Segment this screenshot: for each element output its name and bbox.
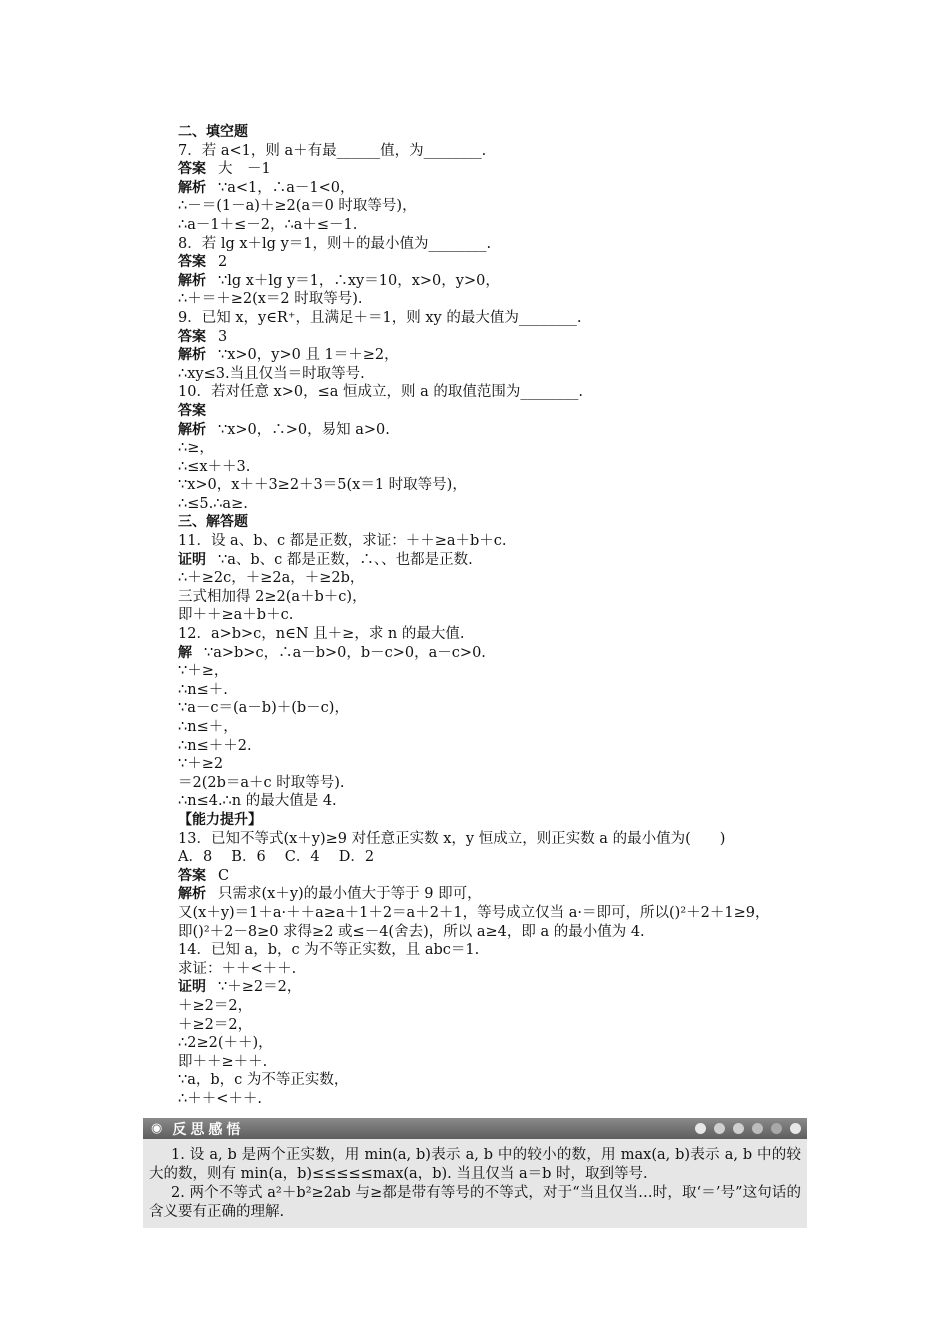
text-line <box>178 1016 808 1035</box>
line-text: 10．若对任意 x>0，≤a 恒成立，则 a 的取值范围为________. <box>178 384 583 401</box>
line-text: ∴xy≤3.当且仅当＝时取等号. <box>178 365 365 382</box>
line-text: ∴n≤＋. <box>178 681 228 698</box>
line-text: 又(x＋y)＝1＋a·＋＋a≥a＋1＋2＝a＋2＋1，等号成立仅当 a·＝即可，所以()²＋2＋1≥9， <box>178 904 770 921</box>
text-line <box>178 1053 808 1072</box>
label-bold: 解 <box>178 644 192 661</box>
line-text: 即＋＋≥a＋b＋c. <box>178 607 294 624</box>
line-text: 9．已知 x，y∈R⁺，且满足＋＝1，则 xy 的最大值为________. <box>178 309 582 326</box>
line-text: A．8 B．6 C．4 D．2 <box>178 849 375 866</box>
text-line <box>178 458 808 477</box>
line-text: ∴≤5.∴a≥. <box>178 495 248 512</box>
text-line <box>178 476 808 495</box>
label-bold: 证明 <box>178 979 206 996</box>
text-line <box>178 699 808 718</box>
line-text: 即＋＋≥＋＋. <box>178 1053 268 1070</box>
line-text: 7．若 a<1，则 a＋有最______值，为________. <box>178 142 487 159</box>
target-bullet-icon: ◉ <box>151 1121 163 1136</box>
label-bold: 【能力提升】 <box>178 811 262 828</box>
text-line <box>178 272 808 291</box>
line-text: ＋≥2＝2， <box>178 1016 253 1033</box>
label-bold: 解析 <box>178 347 206 364</box>
line-text: ∴n≤＋， <box>178 719 238 735</box>
text-line <box>178 532 808 551</box>
line-text: ∵a－c＝(a－b)＋(b－c)， <box>178 700 349 717</box>
main-content <box>178 123 808 1108</box>
text-line <box>178 1034 808 1053</box>
text-line <box>178 792 808 811</box>
text-line <box>178 1071 808 1090</box>
text-line <box>178 644 808 663</box>
text-line <box>178 867 808 886</box>
line-text: ∵a<1，∴a－1<0， <box>218 179 355 196</box>
line-text: ∴－＝(1－a)＋≥2(a＝0 时取等号)， <box>178 198 417 215</box>
line-text: ∴＋＋<＋＋. <box>178 1090 262 1107</box>
text-line <box>178 179 808 198</box>
line-text: 13．已知不等式(x＋y)≥9 对任意正实数 x，y 恒成立，则正实数 a 的最小值为( ) <box>178 830 726 847</box>
line-text: ∵a>b>c，∴a－b>0，b－c>0，a－c>0. <box>204 644 486 661</box>
text-line <box>178 216 808 235</box>
text-line <box>178 681 808 700</box>
label-bold: 答案 <box>178 328 206 345</box>
line-text: ∵＋≥2 <box>178 756 224 773</box>
reflection-paragraph-2: 2. 两个不等式 a²＋b²≥2ab 与≥都是带有等号的不等式，对于“当且仅当…时，取‘＝’号”这句话的含义要有正确的理解. <box>149 1185 801 1220</box>
text-line <box>178 830 808 849</box>
text-line <box>178 290 808 309</box>
line-text: C <box>218 867 230 884</box>
line-text: ∴＋＝＋≥2(x＝2 时取等号). <box>178 291 363 308</box>
line-text: 8．若 lg x＋lg y＝1，则＋的最小值为________. <box>178 235 492 252</box>
line-text: 2 <box>218 254 228 271</box>
label-bold: 解析 <box>178 272 206 289</box>
text-line <box>178 383 808 402</box>
line-text: ∴n≤＋＋2. <box>178 737 252 754</box>
line-text: ∵a，b，c 为不等正实数， <box>178 1072 349 1089</box>
text-line <box>178 774 808 793</box>
text-line <box>178 737 808 756</box>
text-line <box>178 551 808 570</box>
text-line <box>178 1090 808 1109</box>
text-line <box>178 625 808 644</box>
line-text: ＋≥2＝2， <box>178 997 253 1014</box>
label-bold: 解析 <box>178 179 206 196</box>
label-bold: 答案 <box>178 161 206 178</box>
text-line <box>178 346 808 365</box>
text-line <box>178 495 808 514</box>
text-line <box>178 941 808 960</box>
label-bold: 三、解答题 <box>178 514 248 531</box>
decorative-dots-icon <box>695 1123 801 1134</box>
text-line <box>178 253 808 272</box>
text-line <box>178 235 808 254</box>
line-text: 14．已知 a，b，c 为不等正实数，且 abc＝1. <box>178 942 480 959</box>
text-line <box>178 960 808 979</box>
line-text: 11．设 a、b、c 都是正数，求证：＋＋≥a＋b＋c. <box>178 533 507 550</box>
label-bold: 二、填空题 <box>178 124 248 140</box>
text-line <box>178 662 808 681</box>
text-line <box>178 142 808 161</box>
text-line <box>178 365 808 384</box>
line-text: ∵a、b、c 都是正数，∴、、也都是正数. <box>218 551 473 568</box>
text-line <box>178 606 808 625</box>
line-text: ∵＋≥， <box>178 663 229 680</box>
line-text: ∵x>0，∴>0，易知 a>0. <box>218 421 390 438</box>
line-text: 即()²＋2－8≥0 求得≥2 或≤－4(舍去)，所以 a≥4，即 a 的最小值为 4. <box>178 923 645 940</box>
reflection-header <box>143 1118 807 1139</box>
text-line <box>178 513 808 532</box>
line-text: ∴＋≥2c，＋≥2a，＋≥2b， <box>178 570 365 587</box>
text-line <box>178 402 808 421</box>
line-text: 大 －1 <box>218 161 271 178</box>
label-bold: 解析 <box>178 886 206 903</box>
line-text: ＝2(2b＝a＋c 时取等号). <box>178 774 345 791</box>
text-line <box>178 885 808 904</box>
line-text: ∵x>0，x＋＋3≥2＋3＝5(x＝1 时取等号)， <box>178 477 467 494</box>
text-line <box>178 978 808 997</box>
label-bold: 答案 <box>178 254 206 271</box>
line-text: ∴a－1＋≤－2，∴a＋≤－1. <box>178 216 358 233</box>
label-bold: 答案 <box>178 867 206 884</box>
line-text: 三式相加得 2≥2(a＋b＋c)， <box>178 588 367 605</box>
line-text: 3 <box>218 328 228 345</box>
text-line <box>178 718 808 737</box>
text-line <box>178 811 808 830</box>
text-line <box>178 588 808 607</box>
line-text: 只需求(x＋y)的最小值大于等于 9 即可， <box>218 886 482 903</box>
line-text: ∴≤x＋＋3. <box>178 458 251 475</box>
text-line <box>178 997 808 1016</box>
label-bold: 解析 <box>178 421 206 438</box>
reflection-paragraph-1: 1. 设 a, b 是两个正实数，用 min(a, b)表示 a, b 中的较小的数，用 max(a, b)表示 a, b 中的较大的数，则有 min(a，b)≤≤≤≤≤max(a，b). 当且仅当 a＝b 时，取到等号. <box>149 1147 801 1182</box>
line-text: ∵lg x＋lg y＝1，∴xy＝10，x>0，y>0， <box>218 272 500 289</box>
line-text: 12．a>b>c，n∈N 且＋≥，求 n 的最大值. <box>178 626 465 643</box>
text-line <box>178 923 808 942</box>
text-line <box>178 160 808 179</box>
text-line <box>143 904 808 923</box>
line-text: 求证：＋＋<＋＋. <box>178 960 297 977</box>
text-line <box>178 755 808 774</box>
reflection-title: 反思感悟 <box>172 1121 245 1138</box>
line-text: ∴2≥2(＋＋)， <box>178 1035 273 1052</box>
reflection-body <box>143 1139 807 1228</box>
label-bold: 答案 <box>178 402 206 419</box>
line-text: ∴n≤4.∴n 的最大值是 4. <box>178 793 337 810</box>
label-bold: 证明 <box>178 551 206 568</box>
text-line <box>178 421 808 440</box>
text-line <box>178 848 808 867</box>
text-line <box>178 309 808 328</box>
reflection-box <box>143 1118 807 1228</box>
text-line <box>178 197 808 216</box>
line-text: ∴≥， <box>178 440 214 457</box>
line-text: ∵＋≥2＝2， <box>218 979 302 996</box>
line-text: ∵x>0，y>0 且 1＝＋≥2， <box>218 347 399 364</box>
text-line <box>178 123 808 142</box>
text-line <box>178 439 808 458</box>
text-line <box>178 328 808 347</box>
text-line <box>178 569 808 588</box>
